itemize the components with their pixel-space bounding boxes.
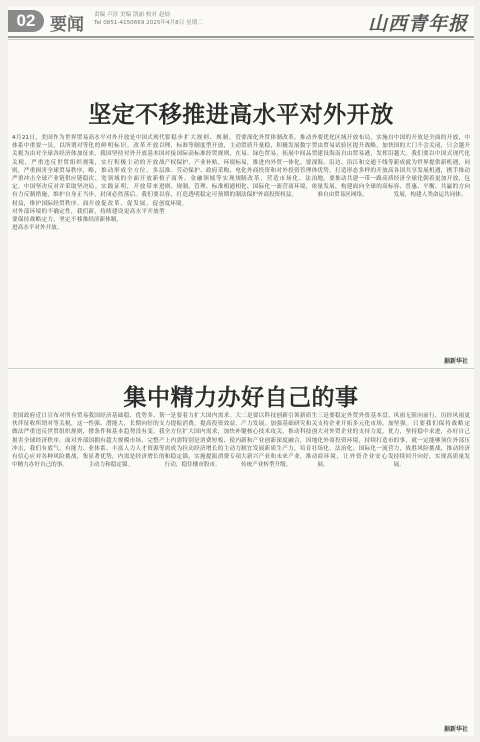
article2-headline: 集中精力办好自己的事: [123, 385, 359, 411]
article1-column: 要深化外贸体制改革，推动外贸质升量稳，积极发展数字贸易、绿色贸易，拓展中间品贸易，推进内外贸一体化。要深化外商投资和对外投资管理体制改革，营造市场化、法治化、国际化一流营商环境，依法保护外商投资权益。: [240, 135, 318, 199]
article1-byline: 据新华社: [443, 358, 468, 365]
newspaper-page: [8, 6, 474, 736]
masthead-rule: [8, 36, 474, 38]
article2-column: 三是要稳定外贸外资基本盘。支持企业开拓多元化市场，加大对外贸企业的支持力度，优化外商投资环境，持续打造市场化、法治化、国际化一流营商环境，让外资企业安心发展。: [317, 413, 394, 469]
date-line: Tel 0851-4150669 2025年4月8日 星期二: [94, 20, 203, 26]
article-divider: [8, 368, 474, 369]
masthead-rule-thin: [8, 39, 474, 40]
article1-column: 中国的开放是全面的开放，中国的大门不会关闭，只会越开越大。我们要以中国式现代化新成就为世界提供新机遇，同各国共享发展机遇，携手推动经济全球化朝着更加开放、包容、普惠、平衡、共赢的方向发展，构建人类命运共同体。: [393, 135, 470, 199]
newspaper-logo: 山西青年报: [367, 13, 468, 35]
article1-column: 要稳步扩大规则、规制、管理、标准等制度型开放，主动对接国际高标准经贸规则，在产权保护、产业补贴、环境标准、劳动保护、政府采购、电子商务、金融领域等实现规则、规制、管理、标准相通相容，打造透明稳定可预期的制度环境。: [164, 135, 241, 207]
section-name: 要闻: [50, 15, 84, 35]
article2-column: 一是要着力扩大国内需求。大力提振消费，提高投资效益，全方位扩大国内需求，加快补上内需特别是消费短板，使内需成为拉动经济增长的主动力和稳定锚，实施提振消费专项行动，稳住楼市股市。: [164, 413, 241, 469]
article2-column: 风雨无阻向前行，历经风雨更坚强。只要我们保持战略定力，坚持稳中求进，办好自己的事，就一定能够顶住外部压力，战胜风险挑战，推动经济持续回升向好，实现高质量发展。: [393, 413, 470, 469]
masthead-meta: [94, 11, 203, 27]
article2-body: [12, 412, 470, 722]
article2-column: 二是要以科技创新引领新质生产力发展。加强基础研究和关键核心技术攻关，推动科技创新和产业创新深度融合，因地制宜发展新质生产力，培育壮大新兴产业和未来产业，推动传统产业转型升级。: [240, 413, 318, 469]
article1-column: 要优化区域开放布局，实施自由贸易试验区提升战略，加快建设海南自由贸易港，发挥沿海、沿边、沿江和交通干线等优势，打造形态多样的开放高地。要推动共建一带一路高质量发展，构建面向全球的高标准自由贸易区网络。: [317, 135, 394, 199]
article2-column: 美国政府近日宣布对所有贸易伙伴征收所谓对等关税，这一做法严重违反世贸组织规则，损害全球经济秩序。面对外部冲击，我们有底气、有能力、有信心应对各种风险挑战，集中精力办好自己的事。: [12, 413, 89, 469]
article2-byline: 据新华社: [443, 726, 468, 733]
article2-column: 我国经济基础稳、优势多、韧性强、潜能大，长期向好的支撑条件和基本趋势没有变。我国拥有超大规模市场、完整产业体系、丰富人力人才资源等显著优势，内需是经济增长的主动力和稳定锚。: [88, 413, 165, 469]
article1-body: [12, 134, 470, 356]
article1-headline: 坚定不移推进高水平对外开放: [88, 102, 394, 128]
article1-column: 4月21日，美国作为世界贸易体系中重要一员，以所谓对等关税为由对全球各经济体加征关税，严重违反世贸组织规则，严重损害全球贸易秩序，严重冲击全球产业链供应链稳定。中国坚决反对并采取坚决有力反制措施，维护自身正当权益，维护国际经贸秩序。面对外部环境的不确定性，我们要保持战略定力，坚定不移推进高水平对外开放。: [12, 135, 89, 232]
article1-column: 高水平对外开放是中国式现代化的鲜明标识。改革开放以来，我国坚持对外开放基本国策，实行积极主动的开放战略，推动形成全方位、多层次、宽领域的全面开放新格局。实践证明，开放带来进步，封闭必然落后。我们要以开放促改革、促发展、促创新，持续建设更高水平开放型经济新体制。: [88, 135, 165, 224]
masthead: [8, 6, 474, 40]
editor-line: 责编 卢淳 美编 凯丽 校对 赵灿: [94, 12, 171, 18]
page-number-badge: 02: [8, 10, 44, 32]
